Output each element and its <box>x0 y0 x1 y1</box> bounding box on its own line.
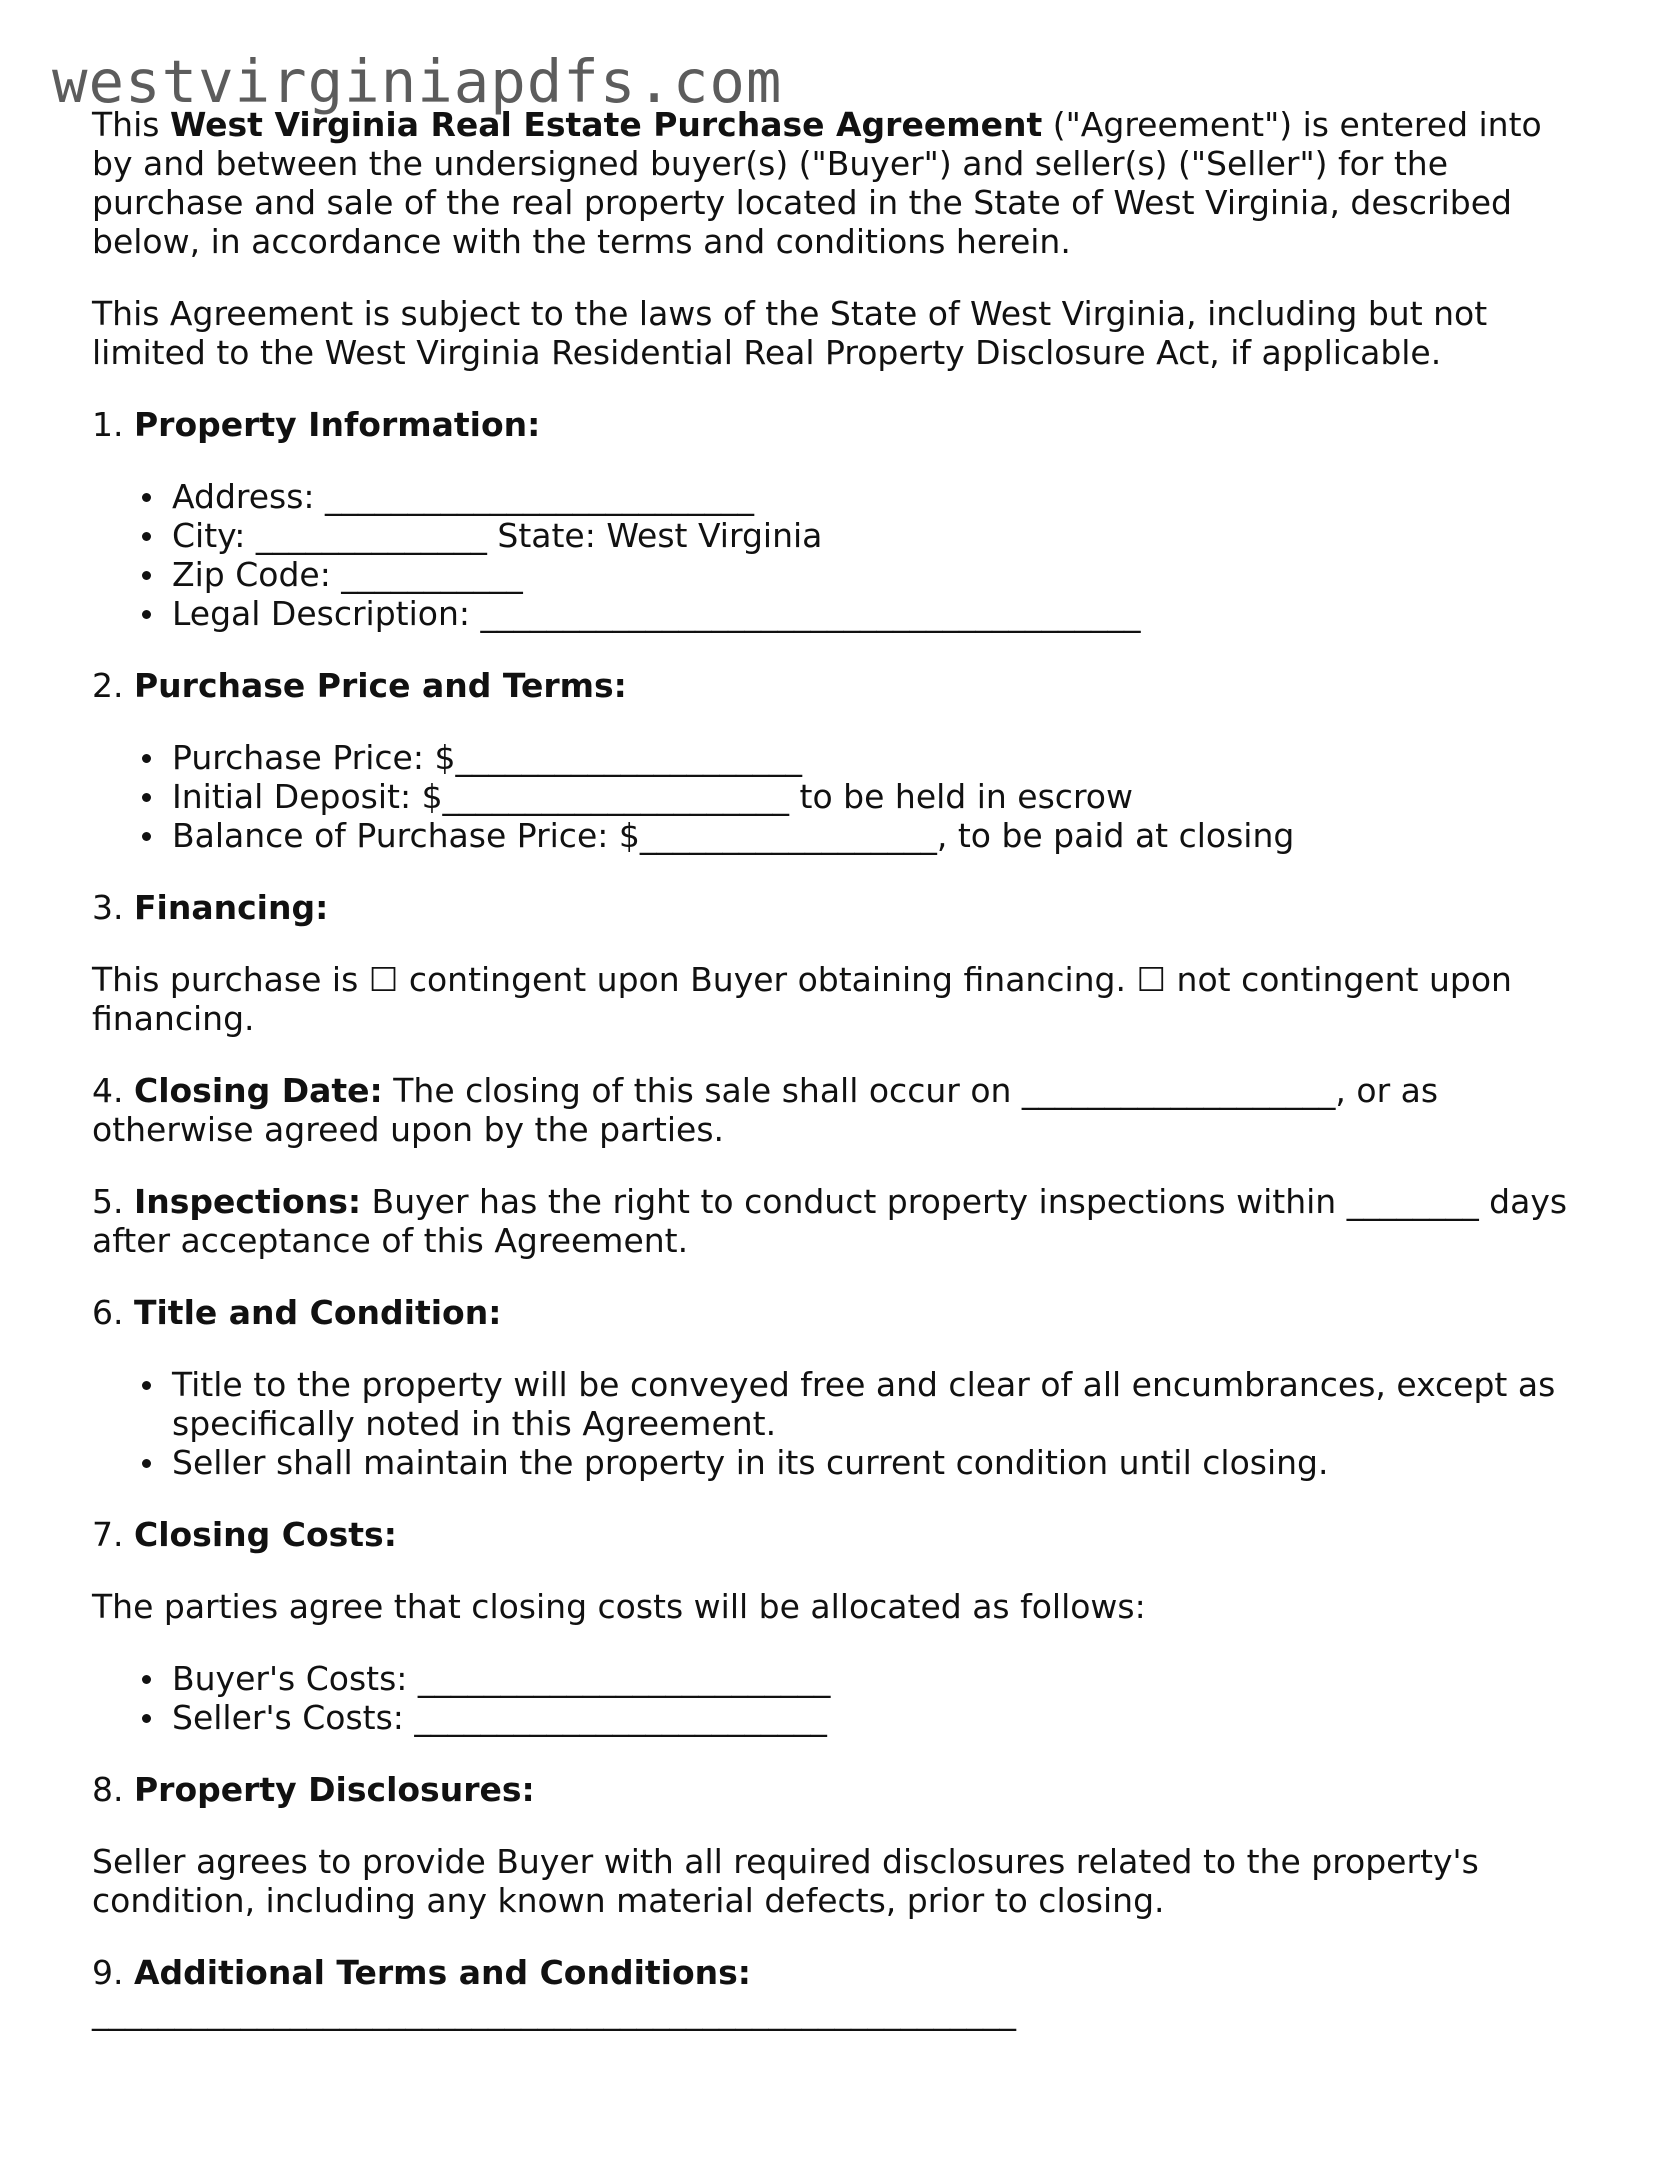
initial-deposit-field[interactable]: Initial Deposit: $_____________________ to be held in escrow <box>172 777 1572 816</box>
closing-date-paragraph[interactable] <box>92 1071 1572 1149</box>
section-title: Closing Costs: <box>133 1515 397 1554</box>
section-title: Property Information: <box>133 405 541 444</box>
zip-code-field[interactable]: Zip Code: ___________ <box>172 555 1572 594</box>
additional-terms-field[interactable]: ________________________________________________________ <box>92 1992 1016 2031</box>
disclosures-paragraph: Seller agrees to provide Buyer with all required disclosures related to the property's condition, including any known material defects, prior to closing. <box>92 1842 1479 1920</box>
seller-costs-field[interactable]: Seller's Costs: _________________________ <box>172 1698 1572 1737</box>
section-number: 1. <box>92 405 134 444</box>
section-9-heading <box>92 1953 1572 1992</box>
closing-date-text: The closing of this sale shall occur on ___________________, or as otherwise agreed upon by the parties. <box>92 1071 1439 1149</box>
closing-costs-list <box>92 1659 1572 1737</box>
section-8-heading <box>92 1770 1572 1809</box>
section-number: 9. <box>92 1953 134 1992</box>
section-number: 8. <box>92 1770 134 1809</box>
watermark-text: westvirginiapdfs.com <box>52 47 783 116</box>
inspections-paragraph[interactable] <box>92 1182 1572 1260</box>
balance-field[interactable]: Balance of Purchase Price: $__________________, to be paid at closing <box>172 816 1572 855</box>
address-field[interactable]: Address: __________________________ <box>172 477 1572 516</box>
intro-paragraph <box>92 105 1572 261</box>
section-title: Closing Date: <box>133 1071 383 1110</box>
agreement-document <box>92 105 1572 2031</box>
section-title: Financing: <box>133 888 329 927</box>
section-number: 5. <box>92 1182 134 1221</box>
section-number: 4. <box>92 1071 134 1110</box>
purchase-terms-list <box>92 738 1572 855</box>
inspections-text: Buyer has the right to conduct property inspections within ________ days after acceptance of this Agreement. <box>92 1182 1568 1260</box>
intro-text-start: This <box>92 105 170 144</box>
section-2-heading <box>92 666 1572 705</box>
section-title: Inspections: <box>133 1182 362 1221</box>
title-condition-list <box>92 1365 1572 1482</box>
section-title: Property Disclosures: <box>133 1770 535 1809</box>
section-3-heading <box>92 888 1572 927</box>
agreement-title: West Virginia Real Estate Purchase Agreement <box>169 105 1043 144</box>
financing-checkboxes[interactable]: This purchase is ☐ contingent upon Buyer obtaining financing. ☐ not contingent upon financing. <box>92 960 1512 1038</box>
section-7-heading <box>92 1515 1572 1554</box>
governing-law-paragraph: This Agreement is subject to the laws of the State of West Virginia, including but not limited to the West Virginia Residential Real Property Disclosure Act, if applicable. <box>92 294 1488 372</box>
purchase-price-field[interactable]: Purchase Price: $_____________________ <box>172 738 1572 777</box>
section-number: 3. <box>92 888 134 927</box>
legal-description-field[interactable]: Legal Description: ________________________________________ <box>172 594 1572 633</box>
section-1-heading <box>92 405 1572 444</box>
closing-costs-intro: The parties agree that closing costs will be allocated as follows: <box>92 1587 1146 1626</box>
section-title: Additional Terms and Conditions: <box>133 1953 751 1992</box>
maintenance-clause: Seller shall maintain the property in its current condition until closing. <box>172 1443 1572 1482</box>
intro-text-rest: ("Agreement") is entered into by and between the undersigned buyer(s) ("Buyer") and seller(s) ("Seller") for the purchase and sale of the real property located in the State of West Virginia, described below, in accordance with the terms and conditions herein. <box>92 105 1542 261</box>
title-clause: Title to the property will be conveyed free and clear of all encumbrances, except as specifically noted in this Agreement. <box>172 1365 1572 1443</box>
section-6-heading <box>92 1293 1572 1332</box>
section-number: 7. <box>92 1515 134 1554</box>
section-number: 6. <box>92 1293 134 1332</box>
section-number: 2. <box>92 666 134 705</box>
property-info-list <box>92 477 1572 633</box>
buyer-costs-field[interactable]: Buyer's Costs: _________________________ <box>172 1659 1572 1698</box>
section-title: Purchase Price and Terms: <box>133 666 627 705</box>
section-title: Title and Condition: <box>133 1293 502 1332</box>
city-state-field[interactable]: City: ______________ State: West Virginia <box>172 516 1572 555</box>
